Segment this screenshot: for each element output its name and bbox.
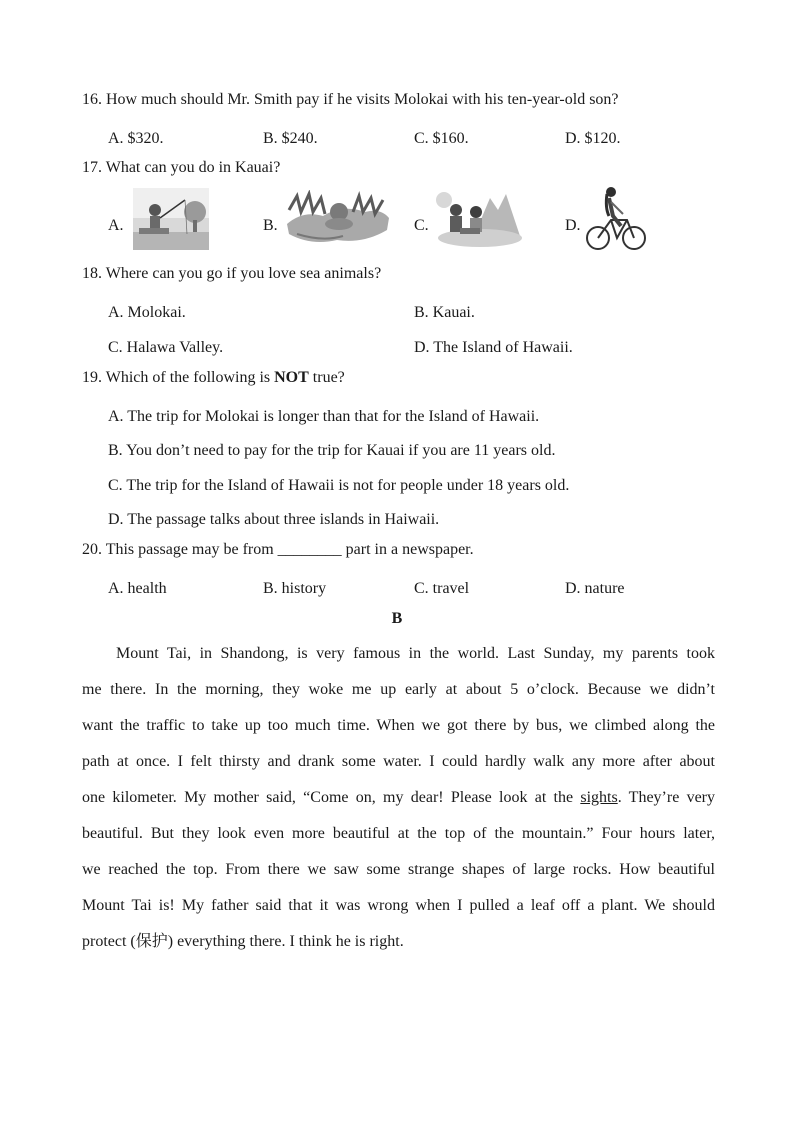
q19-option-b: B. You don’t need to pay for the trip for Kauai if you are 11 years old. <box>108 442 556 459</box>
q17-option-b: B. <box>263 217 278 234</box>
line-5-before: one kilometer. My mother said, “Come on, my dear! Please look at the <box>82 789 581 806</box>
passage-line-7: we reached the top. From there we saw some strange shapes of large rocks. How beautiful <box>82 861 715 878</box>
question-16-stem: 16. How much should Mr. Smith pay if he visits Molokai with his ten-year-old son? <box>82 91 619 108</box>
q17-option-c: C. <box>414 217 429 234</box>
q20-option-c: C. travel <box>414 580 470 597</box>
q18-option-d: D. The Island of Hawaii. <box>414 339 573 356</box>
fishing-picture <box>133 188 209 250</box>
q17-option-d: D. <box>565 217 581 234</box>
q16-option-a: A. $320. <box>108 130 164 147</box>
q19-stem-before: 19. Which of the following is <box>82 369 275 386</box>
passage-line-6: beautiful. But they look even more beautiful at the top of the mountain.” Four hours later, <box>82 825 715 842</box>
diving-coral-picture <box>283 190 391 248</box>
cycling-picture <box>585 186 649 252</box>
passage-line-3: want the traffic to take up too much time. When we got there by bus, we climbed along the <box>82 717 715 734</box>
passage-line-1: Mount Tai, in Shandong, is very famous in the world. Last Sunday, my parents took <box>116 645 715 662</box>
question-19-stem <box>82 368 345 388</box>
section-b-passage <box>82 636 715 960</box>
passage-line-2: me there. In the morning, they woke me up early at about 5 o’clock. Because we didn’t <box>82 681 715 698</box>
line-5-after: . They’re very <box>617 789 715 806</box>
question-20-stem: 20. This passage may be from ________ part in a newspaper. <box>82 541 474 558</box>
q16-option-c: C. $160. <box>414 130 469 147</box>
q16-option-d: D. $120. <box>565 130 621 147</box>
picnic-picture <box>434 186 526 248</box>
q18-option-a: A. Molokai. <box>108 304 186 321</box>
q20-option-a: A. health <box>108 580 167 597</box>
q20-option-b: B. history <box>263 580 327 597</box>
q19-stem-after: true? <box>308 369 345 386</box>
underlined-word-sights: sights <box>580 789 618 806</box>
passage-line-9: protect (保护) everything there. I think he is right. <box>82 933 404 950</box>
q19-option-c: C. The trip for the Island of Hawaii is not for people under 18 years old. <box>108 477 570 494</box>
passage-line-8: Mount Tai is! My father said that it was wrong when I pulled a leaf off a plant. We should <box>82 897 715 914</box>
passage-line-5 <box>82 780 715 816</box>
q18-option-c: C. Halawa Valley. <box>108 339 224 356</box>
q16-option-b: B. $240. <box>263 130 318 147</box>
q19-option-a: A. The trip for Molokai is longer than that for the Island of Hawaii. <box>108 408 540 425</box>
q18-option-b: B. Kauai. <box>414 304 475 321</box>
q19-option-d: D. The passage talks about three islands in Haiwaii. <box>108 511 440 528</box>
q20-option-d: D. nature <box>565 580 625 597</box>
question-17-stem: 17. What can you do in Kauai? <box>82 159 281 176</box>
passage-line-4: path at once. I felt thirsty and drank some water. I could hardly walk any more after about <box>82 753 715 770</box>
q17-option-a: A. <box>108 217 124 234</box>
section-b-title: B <box>391 610 403 627</box>
question-18-stem: 18. Where can you go if you love sea animals? <box>82 265 382 282</box>
q19-stem-bold: NOT <box>274 369 309 386</box>
